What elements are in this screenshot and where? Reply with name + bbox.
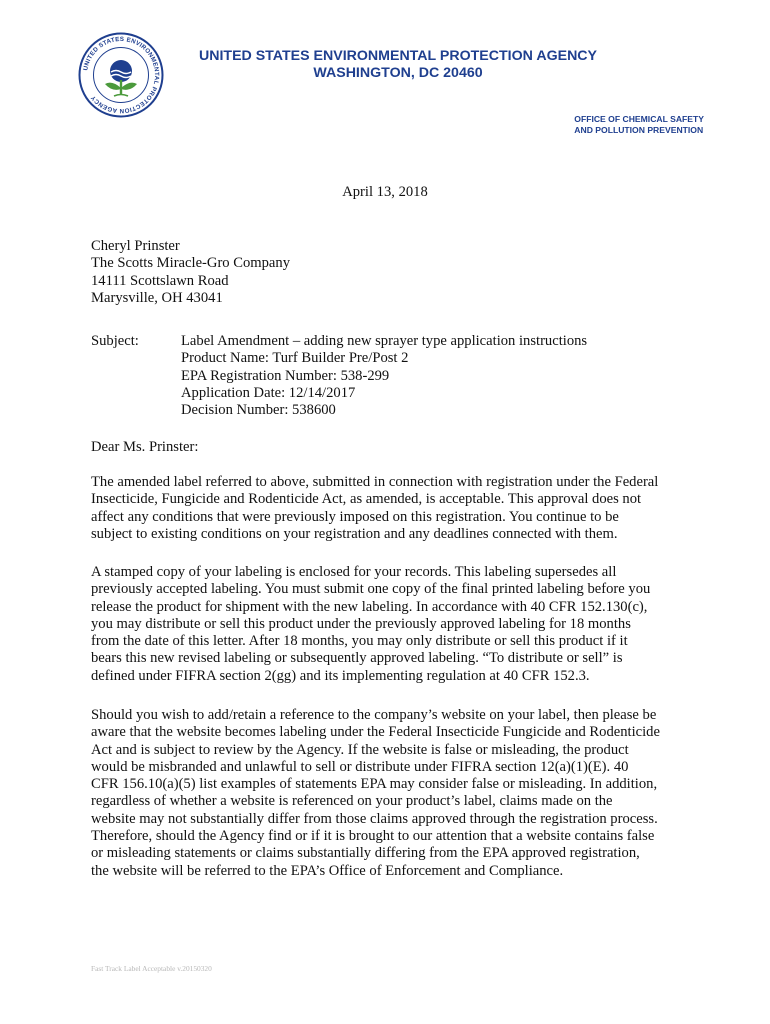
paragraph-line: the website will be referred to the EPA’s Office of Enforcement and Compliance. xyxy=(91,862,564,879)
salutation: Dear Ms. Prinster: xyxy=(91,439,199,455)
paragraph-line: The amended label referred to above, submitted in connection with registration under the Federal xyxy=(91,474,659,490)
epa-seal-logo xyxy=(78,32,164,118)
letter-date: April 13, 2018 xyxy=(342,184,428,200)
paragraph-line: A stamped copy of your labeling is enclosed for your records. This labeling supersedes all xyxy=(91,564,617,580)
address-line: Marysville, OH 43041 xyxy=(91,289,223,306)
recipient-address xyxy=(91,238,290,307)
paragraph-line: bears this new revised labeling or subsequently approved labeling. “To distribute or sell” is xyxy=(91,650,623,667)
paragraph-approval xyxy=(91,474,691,543)
paragraph-line: aware that the website becomes labeling under the Federal Insecticide Fungicide and Rodenticide xyxy=(91,724,660,741)
subject-line: Label Amendment – adding new sprayer type application instructions xyxy=(181,333,588,349)
paragraph-line: release the product for shipment with the new labeling. In accordance with 40 CFR 152.130(c), xyxy=(91,598,648,615)
paragraph-line: would be misbranded and unlawful to sell or distribute under FIFRA section 12(a)(1)(E). 40 xyxy=(91,758,629,775)
paragraph-line: or misleading statements or claims substantially differing from the EPA approved registration, xyxy=(91,845,640,862)
paragraph-line: Insecticide, Fungicide and Rodenticide Act, as amended, is acceptable. This approval does not xyxy=(91,491,642,508)
seal-text: UNITED STATES ENVIRONMENTAL PROTECTION AGENCY xyxy=(82,35,161,115)
subject-line: EPA Registration Number: 538-299 xyxy=(181,367,390,384)
paragraph-line: defined under FIFRA section 2(gg) and its implementing regulation at 40 CFR 152.3. xyxy=(91,667,590,684)
office-line: AND POLLUTION PREVENTION xyxy=(574,125,704,135)
paragraph-line: Should you wish to add/retain a reference to the company’s website on your label, then please be xyxy=(91,707,657,723)
subject-label: Subject: xyxy=(91,333,139,349)
paragraph-line: affect any conditions that were previously imposed on this registration. You continue to be xyxy=(91,508,619,525)
paragraph-line: Therefore, should the Agency find or if it is brought to our attention that a website contains false xyxy=(91,828,655,845)
subject-line: Application Date: 12/14/2017 xyxy=(181,384,356,401)
agency-heading xyxy=(178,48,618,82)
office-name xyxy=(574,114,704,136)
paragraph-line: regardless of whether a website is referenced on your product’s label, claims made on the xyxy=(91,793,613,810)
paragraph-line: subject to existing conditions on your registration and any deadlines connected with them. xyxy=(91,525,618,542)
paragraph-line: website may not substantially differ from those claims approved through the registration process. xyxy=(91,810,658,827)
agency-name: UNITED STATES ENVIRONMENTAL PROTECTION AGENCY xyxy=(198,48,598,64)
paragraph-line: Act and is subject to review by the Agency. If the website is false or misleading, the product xyxy=(91,741,629,758)
paragraph-line: CFR 156.10(a)(5) list examples of statements EPA may consider false or misleading. In addition, xyxy=(91,776,658,793)
paragraph-website xyxy=(91,707,691,880)
subject-line: Decision Number: 538600 xyxy=(181,402,336,419)
subject-details xyxy=(181,333,587,419)
agency-location: WASHINGTON, DC 20460 xyxy=(313,65,483,81)
paragraph-labeling xyxy=(91,564,691,685)
paragraph-line: you may distribute or sell this product under the previously approved labeling for 18 months xyxy=(91,615,631,632)
address-line: Cheryl Prinster xyxy=(91,238,180,254)
paragraph-line: previously accepted labeling. You must submit one copy of the final printed labeling before you xyxy=(91,581,651,598)
address-line: The Scotts Miracle-Gro Company xyxy=(91,255,290,272)
office-line: OFFICE OF CHEMICAL SAFETY xyxy=(574,114,704,124)
paragraph-line: from the date of this letter. After 18 months, you may only distribute or sell this product if it xyxy=(91,633,628,650)
address-line: 14111 Scottslawn Road xyxy=(91,272,229,289)
footer-version: Fast Track Label Acceptable v.20150320 xyxy=(91,964,212,973)
subject-line: Product Name: Turf Builder Pre/Post 2 xyxy=(181,350,409,367)
